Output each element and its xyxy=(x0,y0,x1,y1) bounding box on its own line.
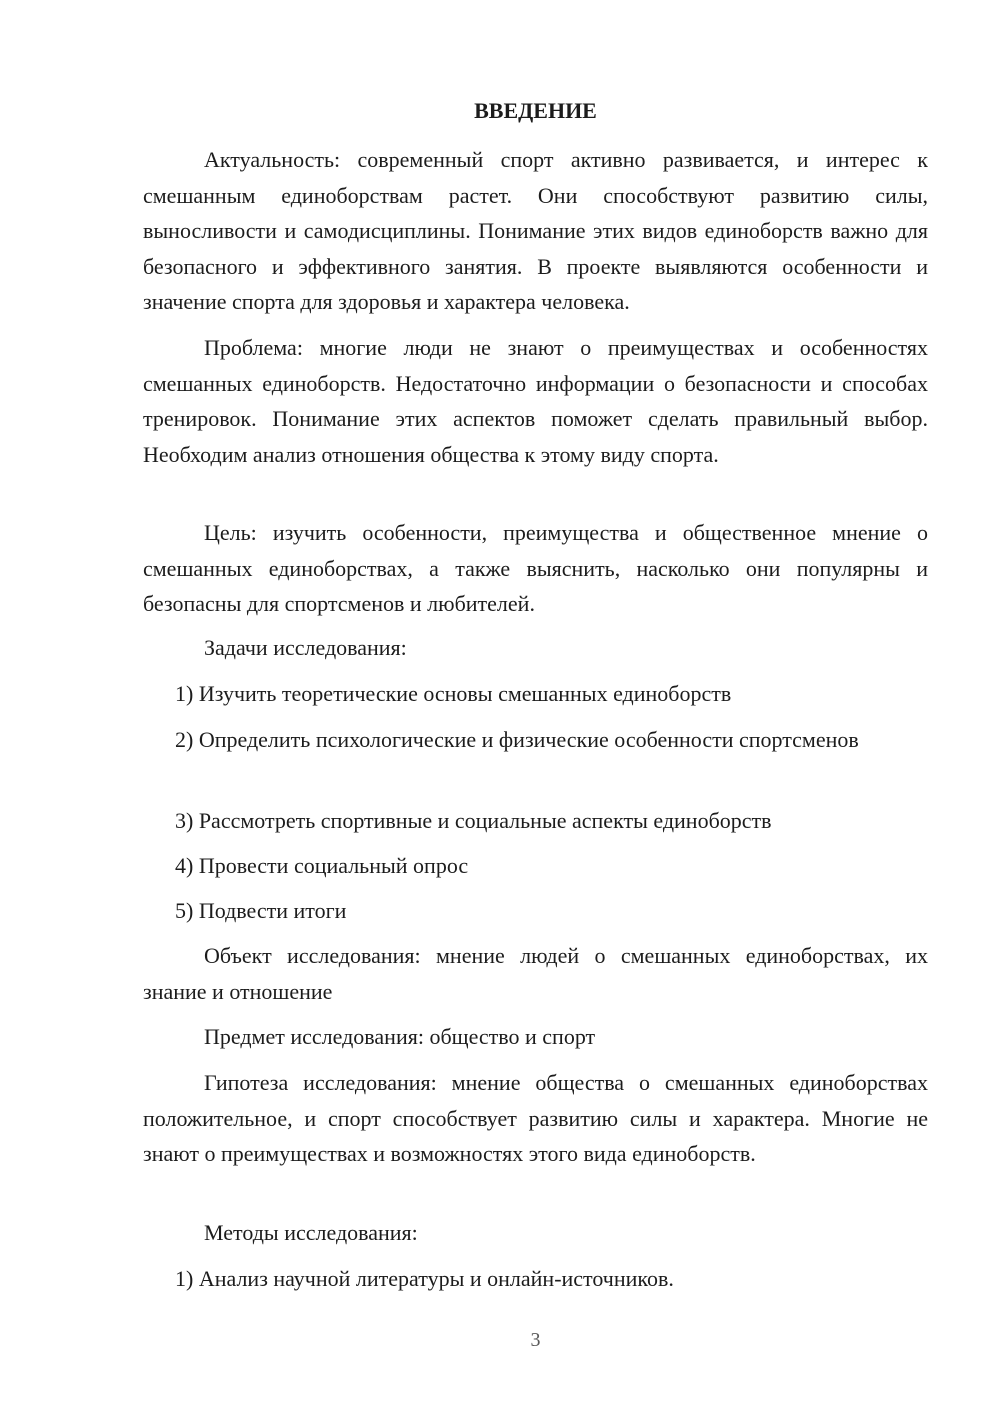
list-item-task-4: 4) Провести социальный опрос xyxy=(175,853,469,878)
paragraph-goal: Цель: изучить особенности, преимущества и общественное мнение о смешанных единоборствах, а также выяснить, насколько они популярны и безопасны для спортсменов и любителей. xyxy=(143,520,928,616)
paragraph-methods-title: Методы исследования: xyxy=(204,1220,418,1245)
paragraph-relevance: Актуальность: современный спорт активно развивается, и интерес к смешанным единоборствам растет. Они способствуют развитию силы, выносливости и самодисциплины. Понимание этих видов единоборств важно для безопасного и эффективного занятия. В проекте выявляются особенности и значение спорта для здоровья и характера человека. xyxy=(143,147,928,314)
list-item-method-1: 1) Анализ научной литературы и онлайн-источников. xyxy=(175,1266,674,1291)
list-item-task-5: 5) Подвести итоги xyxy=(175,898,347,923)
paragraph-problem: Проблема: многие люди не знают о преимуществах и особенностях смешанных единоборств. Недостаточно информации о безопасности и способах тренировок. Понимание этих аспектов поможет сделать правильный выбор. Необходим анализ отношения общества к этому виду спорта. xyxy=(143,335,928,467)
paragraph-hypothesis: Гипотеза исследования: мнение общества о смешанных единоборствах положительное, и спорт способствует развитию силы и характера. Многие не знают о преимуществах и возможностях этого вида единоборств. xyxy=(143,1070,928,1166)
paragraph-subject: Предмет исследования: общество и спорт xyxy=(204,1024,596,1049)
paragraph-object: Объект исследования: мнение людей о смешанных единоборствах, их знание и отношение xyxy=(143,943,928,1004)
list-item-task-3: 3) Рассмотреть спортивные и социальные аспекты единоборств xyxy=(175,808,772,833)
list-item-task-1: 1) Изучить теоретические основы смешанных единоборств xyxy=(175,681,732,706)
paragraph-tasks-title: Задачи исследования: xyxy=(204,635,407,660)
document-page xyxy=(143,0,928,1414)
section-heading: ВВЕДЕНИЕ xyxy=(474,98,597,123)
page-number: 3 xyxy=(530,1329,541,1351)
list-item-task-2: 2) Определить психологические и физические особенности спортсменов xyxy=(175,727,859,752)
